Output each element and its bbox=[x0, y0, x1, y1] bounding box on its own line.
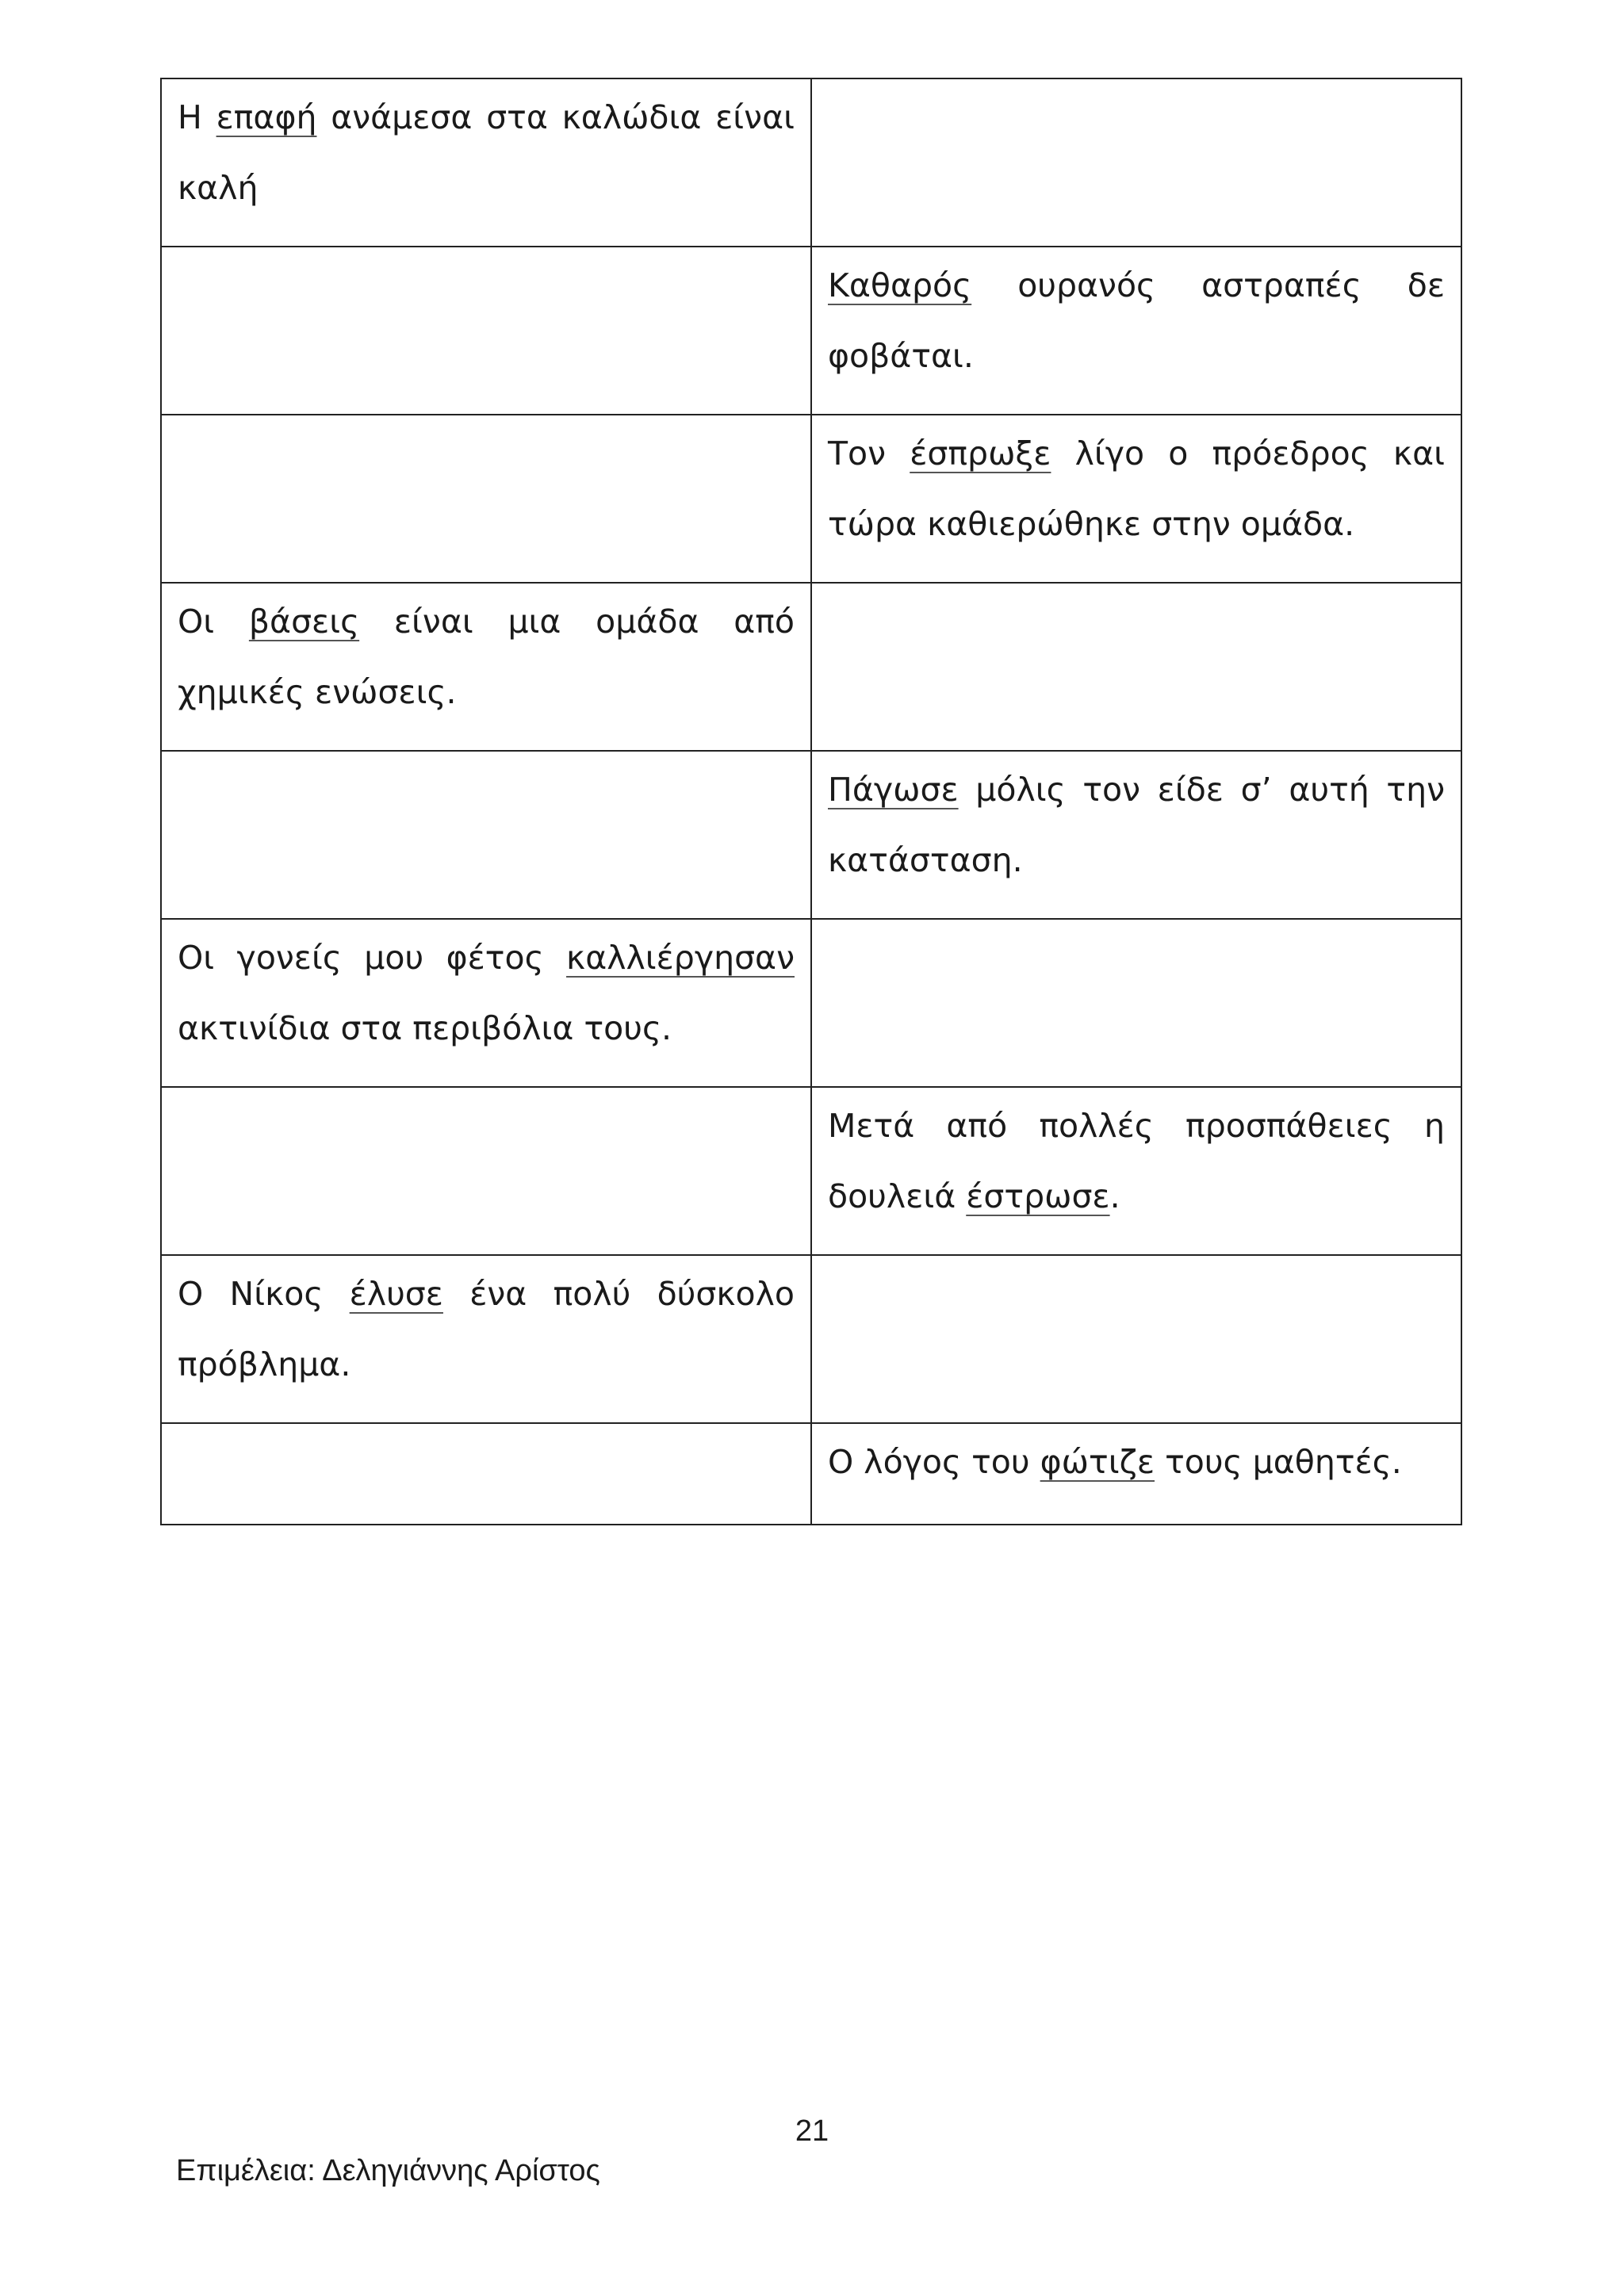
sentence-text: . bbox=[1109, 1177, 1120, 1215]
sentence-text: Τον bbox=[828, 434, 910, 473]
sentence bbox=[178, 79, 795, 224]
table-row bbox=[161, 583, 1461, 751]
table-row bbox=[161, 78, 1461, 247]
sentence-text: ουρανός αστραπές δε φοβάται. bbox=[828, 266, 1445, 375]
underlined-word: καλλιέργησαν bbox=[566, 939, 795, 977]
underlined-word: επαφή bbox=[216, 98, 317, 136]
sentence-text: ανάμεσα στα καλώδια είναι καλή bbox=[178, 98, 795, 207]
right-cell bbox=[811, 415, 1461, 583]
table-row bbox=[161, 1087, 1461, 1255]
page-number: 21 bbox=[795, 2114, 829, 2148]
right-cell bbox=[811, 1087, 1461, 1255]
table-row bbox=[161, 919, 1461, 1087]
sentence bbox=[828, 247, 1445, 392]
sentence-text: Ο Νίκος bbox=[178, 1275, 350, 1313]
left-cell-empty bbox=[161, 1087, 811, 1255]
sentence-text: είναι μια ομάδα από χημικές ενώσεις. bbox=[178, 603, 795, 711]
underlined-word: Πάγωσε bbox=[828, 771, 959, 809]
right-cell-empty bbox=[811, 1255, 1461, 1423]
underlined-word: έσπρωξε bbox=[910, 434, 1051, 473]
table-row bbox=[161, 751, 1461, 919]
sentence-text: μόλις τον είδε σ’ αυτή την κατάσταση. bbox=[828, 771, 1445, 879]
underlined-word: βάσεις bbox=[248, 603, 360, 641]
left-cell bbox=[161, 1255, 811, 1423]
table-row bbox=[161, 415, 1461, 583]
sentence bbox=[828, 1088, 1445, 1232]
left-cell-empty bbox=[161, 247, 811, 415]
right-cell bbox=[811, 247, 1461, 415]
left-cell-empty bbox=[161, 415, 811, 583]
right-cell bbox=[811, 1423, 1461, 1525]
underlined-word: έλυσε bbox=[349, 1275, 443, 1313]
sentence bbox=[828, 752, 1445, 896]
sentence bbox=[828, 415, 1445, 560]
underlined-word: φώτιζε bbox=[1040, 1443, 1155, 1481]
sentence bbox=[828, 1424, 1445, 1498]
left-cell-empty bbox=[161, 1423, 811, 1525]
underlined-word: Καθαρός bbox=[828, 266, 972, 304]
right-cell-empty bbox=[811, 919, 1461, 1087]
underlined-word: έστρωσε bbox=[966, 1177, 1110, 1215]
right-cell-empty bbox=[811, 78, 1461, 247]
footer-credit: Επιμέλεια: Δεληγιάννης Αρίστος bbox=[176, 2154, 600, 2187]
sentence-text: ένα πολύ δύσκολο πρόβλημα. bbox=[178, 1275, 795, 1383]
sentence-text: ακτινίδια στα περιβόλια τους. bbox=[178, 1009, 672, 1047]
left-cell bbox=[161, 78, 811, 247]
sentence-text: Οι γονείς μου φέτος bbox=[178, 939, 567, 977]
table-row bbox=[161, 1255, 1461, 1423]
exercise-table bbox=[160, 78, 1462, 1525]
sentence-text: Μετά από πολλές προσπάθειες η δουλειά bbox=[828, 1107, 1445, 1215]
sentence bbox=[178, 920, 795, 1064]
sentence-text: Ο λόγος του bbox=[828, 1443, 1040, 1481]
sentence-text: Η bbox=[178, 98, 216, 136]
left-cell-empty bbox=[161, 751, 811, 919]
table-row bbox=[161, 247, 1461, 415]
left-cell bbox=[161, 583, 811, 751]
sentence-text: Οι bbox=[178, 603, 249, 641]
right-cell bbox=[811, 751, 1461, 919]
right-cell-empty bbox=[811, 583, 1461, 751]
sentence bbox=[178, 584, 795, 728]
sentence bbox=[178, 1256, 795, 1400]
sentence-text: τους μαθητές. bbox=[1155, 1443, 1402, 1481]
table-row bbox=[161, 1423, 1461, 1525]
sentence-text: λίγο ο πρόεδρος και τώρα καθιερώθηκε στην ομάδα. bbox=[828, 434, 1445, 543]
left-cell bbox=[161, 919, 811, 1087]
